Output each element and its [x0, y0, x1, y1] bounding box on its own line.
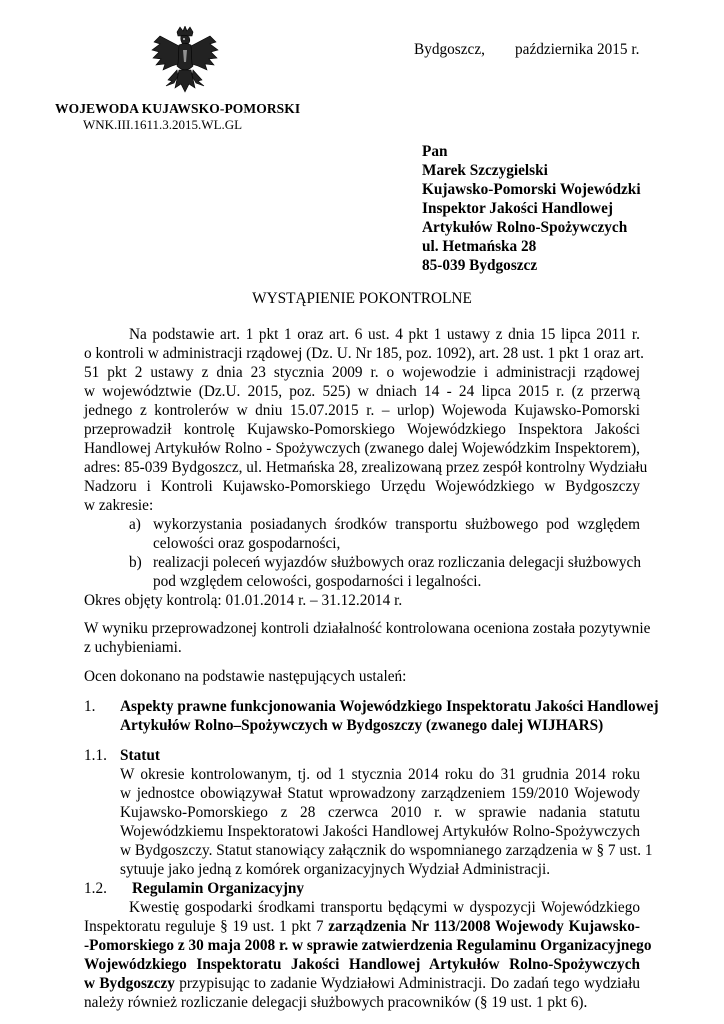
recipient-line: Kujawsko-Pomorski Wojewódzki — [422, 181, 641, 198]
intro-line: jednego z kontrolerów w dniu 15.07.2015 r. – urlop) Wojewoda Kujawsko-Pomorski — [84, 402, 640, 419]
recipient-line: Artykułów Rolno-Spożywczych — [422, 219, 628, 236]
scope-item-line: realizacji poleceń wyjazdów służbowych oraz rozliczania delegacji służbowych — [153, 554, 641, 571]
intro-line: Handlowej Artykułów Rolno - Spożywczych (zwanego dalej Wojewódzkim Inspektorem), — [84, 440, 640, 457]
section-heading: Statut — [120, 747, 160, 764]
intro-line: przeprowadził kontrolę Kujawsko-Pomorskiego Wojewódzkiego Inspektora Jakości — [84, 421, 640, 438]
result-line: W wyniku przeprowadzonej kontroli działalność kontrolowana oceniona została pozytywnie — [84, 620, 651, 637]
intro-line: Na podstawie art. 1 pkt 1 oraz art. 6 ust. 4 pkt 1 ustawy z dnia 15 lipca 2011 r. — [129, 326, 640, 343]
statute-line: W okresie kontrolowanym, tj. od 1 stycznia 2014 roku do 31 grudnia 2014 roku — [120, 766, 640, 783]
regulation-line: Kwestię gospodarki środkami transportu będącymi w dyspozycji Wojewódzkiego — [129, 899, 640, 916]
result-line: z uchybieniami. — [84, 639, 182, 656]
case-number: WNK.III.1611.3.2015.WL.GL — [83, 117, 243, 132]
findings-basis: Ocen dokonano na podstawie następujących ustaleń: — [84, 668, 407, 685]
recipient-line: ul. Hetmańska 28 — [422, 238, 537, 255]
section-number: 1.1. — [84, 747, 107, 764]
regulation-line: Wojewódzkiego Inspektoratu Jakości Handlowej Artykułów Rolno-Spożywczych — [84, 956, 640, 973]
regulation-line — [84, 975, 640, 993]
scope-marker: a) — [129, 516, 141, 533]
intro-line: Nadzoru i Kontroli Kujawsko-Pomorskiego Urzędu Wojewódzkiego w Bydgoszczy — [84, 478, 640, 495]
regulation-text-bold: w Bydgoszczy — [84, 975, 175, 992]
recipient-line: Pan — [422, 143, 448, 160]
letter-date: października 2015 r. — [515, 41, 640, 58]
section-heading-line: Artykułów Rolno–Spożywczych w Bydgoszczy (zwanego dalej WIJHARS) — [120, 717, 604, 734]
recipient-line: Inspektor Jakości Handlowej — [422, 200, 613, 217]
scope-item-line: celowości oraz gospodarności, — [153, 535, 341, 552]
statute-line: w Bydgoszczy. Statut stanowiący załącznik do wspomnianego zarządzenia w § 7 ust. 1 — [120, 842, 653, 859]
intro-line: w zakresie: — [84, 497, 154, 514]
control-period: Okres objęty kontrolą: 01.01.2014 r. – 31.12.2014 r. — [84, 592, 403, 609]
recipient-line: 85-039 Bydgoszcz — [422, 257, 538, 274]
section-heading: Regulamin Organizacyjny — [132, 880, 305, 897]
regulation-text: przypisując to zadanie Wydziałowi Administracji. Do zadań tego wydziału — [174, 975, 640, 992]
statute-line: w jednostce obowiązywał Statut wprowadzony zarządzeniem 159/2010 Wojewody — [120, 785, 640, 802]
statute-line: sytuuje jako jedną z komórek organizacyjnych Wydział Administracji. — [120, 861, 551, 878]
scope-item-line: pod względem celowości, gospodarności i legalności. — [153, 573, 482, 590]
regulation-line: należy również rozliczanie delegacji służbowych pracowników (§ 19 ust. 1 pkt 6). — [84, 994, 588, 1011]
statute-line: Kujawsko-Pomorskiego z 28 czerwca 2010 r. w sprawie nadania statutu — [120, 804, 640, 821]
recipient-line: Marek Szczygielski — [422, 162, 548, 179]
eagle-emblem-icon — [150, 26, 220, 106]
scope-item-line: wykorzystania posiadanych środków transportu służbowego pod względem — [153, 516, 640, 533]
regulation-line: -Pomorskiego z 30 maja 2008 r. w sprawie zatwierdzenia Regulaminu Organizacyjnego — [84, 937, 652, 954]
section-number: 1. — [84, 698, 96, 715]
scope-marker: b) — [129, 554, 142, 571]
statute-line: Wojewódzkiemu Inspektoratowi Jakości Handlowej Artykułów Rolno-Spożywczych — [120, 823, 640, 840]
regulation-text: Inspektoratu reguluje § 19 ust. 1 pkt 7 — [84, 918, 329, 935]
letter-place: Bydgoszcz, — [414, 41, 485, 58]
intro-line: o kontroli w administracji rządowej (Dz. U. Nr 185, poz. 1092), art. 28 ust. 1 pkt 1 oraz art. — [84, 345, 644, 362]
document-title: WYSTĄPIENIE POKONTROLNE — [252, 290, 472, 307]
intro-line: w województwie (Dz.U. 2015, poz. 525) w dniach 14 - 24 lipca 2015 r. (z przerwą — [84, 383, 640, 400]
intro-line: adres: 85-039 Bydgoszcz, ul. Hetmańska 28, zrealizowaną przez zespół kontrolny Wydziału — [84, 459, 648, 476]
authority-name: WOJEWODA KUJAWSKO-POMORSKI — [55, 101, 301, 116]
section-number: 1.2. — [84, 880, 107, 897]
regulation-text-bold: zarządzenia Nr 113/2008 Wojewody Kujawsko- — [328, 918, 640, 935]
intro-line: 51 pkt 2 ustawy z dnia 23 stycznia 2009 r. o wojewodzie i administracji rządowej — [84, 364, 640, 381]
section-heading-line: Aspekty prawne funkcjonowania Wojewódzkiego Inspektoratu Jakości Handlowej — [120, 698, 659, 715]
regulation-line — [84, 918, 640, 936]
